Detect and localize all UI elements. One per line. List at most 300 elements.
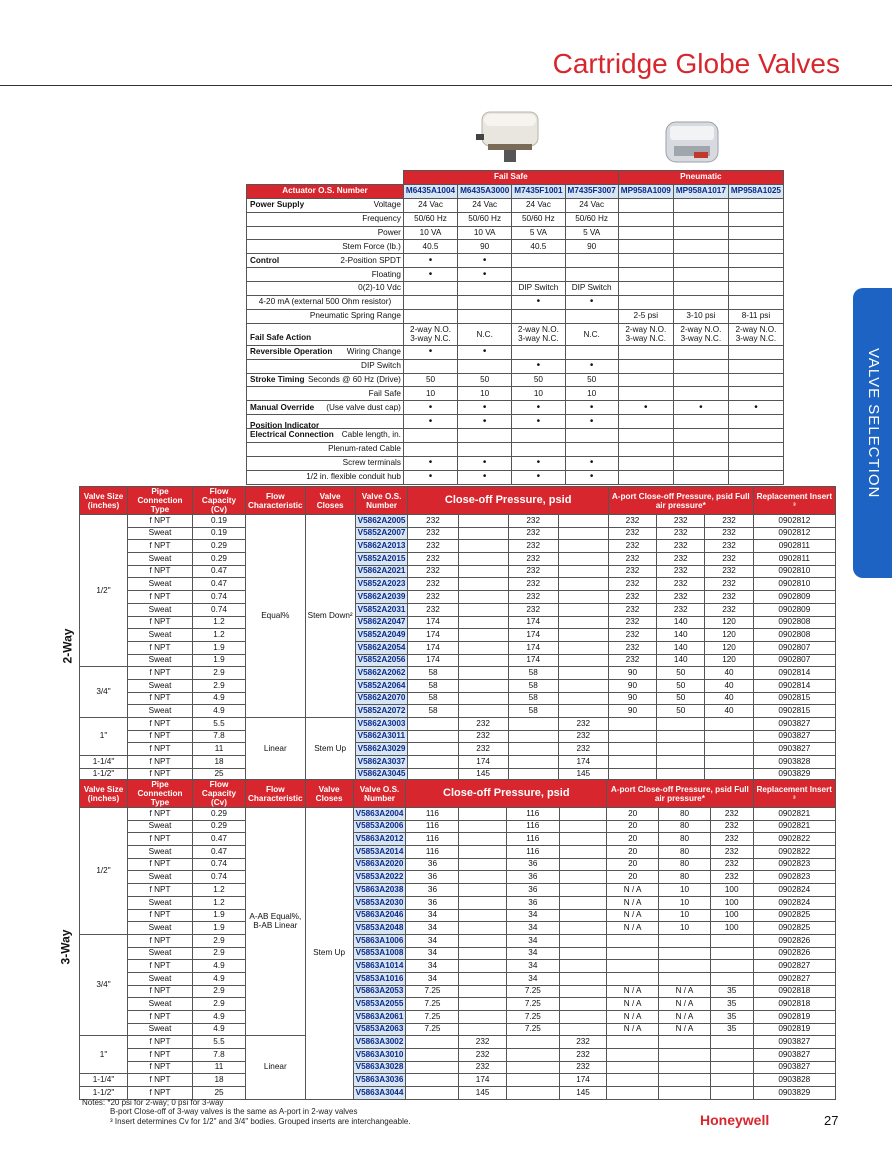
spec-cell: 50 [458, 373, 512, 387]
pipe-type: f NPT [128, 641, 193, 654]
spec-group: Control [250, 255, 280, 265]
closeoff-value: 145 [558, 768, 608, 781]
spec-group: Reversible Operation [250, 347, 333, 357]
pipe-type: f NPT [128, 591, 193, 604]
replacement-insert: 0903828 [753, 1074, 836, 1087]
spec-cell: 24 Vac [565, 198, 618, 212]
pipe-type: Sweat [128, 896, 193, 909]
aport-value [710, 1074, 753, 1087]
valve-os-number: V5863A2046 [353, 909, 406, 922]
flow-capacity: 5.5 [193, 718, 246, 731]
title-rule [0, 85, 892, 86]
aport-value: 80 [659, 808, 711, 821]
pipe-type: f NPT [128, 1087, 193, 1100]
flow-capacity: 0.29 [193, 820, 246, 833]
flow-capacity: 4.9 [193, 1023, 246, 1036]
spec-item: Pneumatic Spring Range [309, 311, 401, 321]
closeoff-value: 232 [558, 743, 608, 756]
replacement-insert: 0902811 [753, 540, 835, 553]
aport-value: 20 [607, 833, 659, 846]
spec-cell [728, 240, 783, 254]
closeoff-value: 58 [508, 667, 558, 680]
aport-value: 10 [659, 922, 711, 935]
spec-item: Voltage [373, 200, 401, 210]
spec-cell [458, 443, 512, 457]
aport-value [710, 1061, 753, 1074]
valve-os-number: V5863A3044 [353, 1087, 406, 1100]
pipe-type: Sweat [128, 629, 193, 642]
closeoff-value [558, 667, 608, 680]
flow-capacity: 1.2 [193, 629, 246, 642]
replacement-insert: 0902822 [753, 846, 836, 859]
valve-size: 1/2" [80, 515, 128, 667]
spec-item: Wiring Change [346, 347, 401, 357]
closeoff-value: 232 [408, 591, 458, 604]
spec-item: Stem Force (lb.) [342, 241, 401, 251]
spec-cell: 50/60 Hz [458, 212, 512, 226]
spec-cell [728, 282, 783, 296]
spec-cell [458, 309, 512, 323]
closeoff-value [458, 667, 508, 680]
closeoff-value [459, 858, 506, 871]
aport-value [659, 947, 711, 960]
aport-value: 20 [607, 808, 659, 821]
aport-value [710, 947, 753, 960]
valve-os-number: V5863A3002 [353, 1036, 406, 1049]
aport-value [710, 972, 753, 985]
aport-value [657, 743, 705, 756]
closeoff-value [558, 591, 608, 604]
closeoff-value [406, 1036, 459, 1049]
spec-cell [728, 268, 783, 282]
aport-value [607, 1049, 659, 1062]
valve-size: 1" [80, 1036, 128, 1074]
closeoff-value [559, 833, 606, 846]
pipe-type: f NPT [128, 616, 193, 629]
valve-os-number: V5862A3003 [355, 718, 408, 731]
spec-row-label [247, 415, 404, 429]
closeoff-value: 232 [508, 565, 558, 578]
closeoff-value [459, 896, 506, 909]
spec-row-label [247, 282, 404, 296]
aport-value: 140 [657, 654, 705, 667]
pipe-type: f NPT [128, 808, 193, 821]
spec-cell [512, 443, 565, 457]
closeoff-value: 174 [558, 756, 608, 769]
two-way-valve-table [79, 486, 836, 781]
closeoff-value: 36 [506, 884, 559, 897]
aport-value: 232 [608, 540, 656, 553]
closeoff-value [508, 743, 558, 756]
valve-os-number: V5863A2004 [353, 808, 406, 821]
spec-cell: N.C. [458, 323, 512, 345]
closeoff-value [459, 985, 506, 998]
closeoff-value [458, 578, 508, 591]
spec-cell [512, 345, 565, 359]
replacement-insert: 0903827 [753, 1049, 836, 1062]
spec-cell: 5 VA [565, 226, 618, 240]
closeoff-value [508, 718, 558, 731]
spec-cell [618, 359, 673, 373]
pipe-type: Sweat [128, 679, 193, 692]
closeoff-value: 116 [506, 808, 559, 821]
spec-cell: • [565, 456, 618, 470]
actuator-number: M6435A3000 [458, 184, 512, 198]
spec-cell: • [512, 401, 565, 415]
aport-value: 90 [608, 705, 656, 718]
pipe-type: f NPT [128, 756, 193, 769]
spec-item: (Use valve dust cap) [326, 402, 401, 412]
pipe-type: f NPT [128, 515, 193, 528]
valve-os-number: V5863A3010 [353, 1049, 406, 1062]
pipe-type: f NPT [128, 858, 193, 871]
aport-value: 232 [710, 871, 753, 884]
aport-value: 50 [657, 679, 705, 692]
spec-cell: 5 VA [512, 226, 565, 240]
three-way-label: 3-Way [58, 929, 73, 965]
valve-os-number: V5852A2056 [355, 654, 408, 667]
closeoff-value: 34 [406, 960, 459, 973]
replacement-insert: 0902808 [753, 616, 835, 629]
flow-capacity: 2.9 [193, 985, 246, 998]
aport-value [659, 934, 711, 947]
replacement-insert: 0902819 [753, 1011, 836, 1024]
valve-size: 3/4" [80, 934, 128, 1036]
aport-value [607, 972, 659, 985]
pipe-type: f NPT [128, 565, 193, 578]
flow-capacity: 2.9 [193, 934, 246, 947]
aport-value: 232 [657, 527, 705, 540]
closeoff-value: 36 [406, 858, 459, 871]
spec-row-label [247, 345, 404, 359]
closeoff-value [408, 730, 458, 743]
closeoff-value: 34 [406, 909, 459, 922]
spec-item: 2-Position SPDT [340, 255, 401, 265]
column-header: Flow Capacity (Cv) [193, 780, 246, 808]
spec-cell [673, 240, 728, 254]
closeoff-value [459, 1023, 506, 1036]
replacement-insert: 0902807 [753, 654, 835, 667]
closeoff-value [458, 565, 508, 578]
aport-value: 40 [705, 667, 753, 680]
valve-os-number: V5852A2031 [355, 603, 408, 616]
aport-value [710, 1087, 753, 1100]
flow-capacity: 2.9 [193, 667, 246, 680]
closeoff-value [559, 947, 606, 960]
valve-os-number: V5852A2015 [355, 553, 408, 566]
spec-cell [618, 296, 673, 310]
aport-value [607, 1074, 659, 1087]
flow-capacity: 7.8 [193, 1049, 246, 1062]
closeoff-value: 145 [459, 1087, 506, 1100]
spec-cell: 10 [403, 387, 457, 401]
spec-cell: • [403, 254, 457, 268]
closeoff-value: 145 [559, 1087, 606, 1100]
replacement-insert: 0902823 [753, 858, 836, 871]
aport-value: 232 [608, 616, 656, 629]
spec-item: Power [377, 227, 401, 237]
closeoff-value: 174 [408, 654, 458, 667]
spec-group: Stroke Timing [250, 374, 305, 384]
flow-capacity: 0.29 [193, 540, 246, 553]
pipe-type: f NPT [128, 718, 193, 731]
aport-value: 120 [705, 654, 753, 667]
spec-row-label [247, 254, 404, 268]
valve-os-number: V5852A2023 [355, 578, 408, 591]
flow-capacity: 0.19 [193, 515, 246, 528]
closeoff-value [406, 1087, 459, 1100]
spec-cell: 2-way N.O. 3-way N.C. [618, 323, 673, 345]
spec-cell: • [565, 401, 618, 415]
replacement-header: Replacement Insert ³ [753, 487, 835, 515]
closeoff-value: 58 [408, 705, 458, 718]
spec-cell: 24 Vac [458, 198, 512, 212]
aport-value [607, 1036, 659, 1049]
closeoff-value: 232 [508, 603, 558, 616]
spec-cell [565, 429, 618, 443]
spec-cell: 90 [565, 240, 618, 254]
flow-capacity: 0.47 [193, 565, 246, 578]
closeoff-value: 7.25 [406, 1023, 459, 1036]
spec-row-label [247, 373, 404, 387]
flow-capacity: 11 [193, 1061, 246, 1074]
spec-item: 1/2 in. flexible conduit hub [306, 472, 401, 482]
spec-group: Manual Override [250, 402, 315, 412]
spec-group: Electrical Connection [250, 430, 334, 440]
spec-cell [403, 309, 457, 323]
spec-cell: 2-way N.O. 3-way N.C. [403, 323, 457, 345]
spec-cell [618, 198, 673, 212]
aport-value [607, 1087, 659, 1100]
spec-cell: N.C. [565, 323, 618, 345]
replacement-insert: 0902821 [753, 820, 836, 833]
column-header: Valve O.S. Number [355, 487, 408, 515]
valve-os-number: V5862A2005 [355, 515, 408, 528]
spec-row-label [247, 309, 404, 323]
replacement-insert: 0903827 [753, 718, 835, 731]
aport-value [710, 960, 753, 973]
closeoff-value [408, 718, 458, 731]
closeoff-value [408, 756, 458, 769]
closeoff-value [559, 998, 606, 1011]
aport-value: 232 [705, 591, 753, 604]
spec-cell [673, 254, 728, 268]
spec-item: Fail Safe [368, 388, 401, 398]
closeoff-value [558, 641, 608, 654]
aport-value: 35 [710, 1023, 753, 1036]
column-header: Valve Size (inches) [80, 487, 128, 515]
valve-os-number: V5862A3045 [355, 768, 408, 781]
valve-os-number: V5863A3036 [353, 1074, 406, 1087]
closeoff-value: 36 [506, 871, 559, 884]
closeoff-value [459, 998, 506, 1011]
valve-os-number: V5853A2014 [353, 846, 406, 859]
aport-value [659, 1087, 711, 1100]
replacement-insert: 0902809 [753, 591, 835, 604]
aport-value: 40 [705, 679, 753, 692]
closeoff-value [458, 629, 508, 642]
valve-os-number: V5852A2007 [355, 527, 408, 540]
spec-cell: 2-way N.O. 3-way N.C. [673, 323, 728, 345]
closeoff-value: 58 [508, 705, 558, 718]
closeoff-value: 116 [506, 846, 559, 859]
aport-value [710, 1036, 753, 1049]
closeoff-value: 232 [558, 730, 608, 743]
aport-value [657, 718, 705, 731]
aport-value: 20 [607, 820, 659, 833]
aport-value: 100 [710, 909, 753, 922]
closeoff-value [459, 922, 506, 935]
spec-cell [458, 296, 512, 310]
closeoff-value [459, 871, 506, 884]
aport-value: 232 [710, 808, 753, 821]
closeoff-value: 232 [459, 1049, 506, 1062]
three-way-valve-table [79, 779, 836, 1100]
replacement-insert: 0903828 [753, 756, 835, 769]
aport-value: 232 [705, 515, 753, 528]
column-header: Pipe Connection Type [128, 780, 193, 808]
spec-cell: 8-11 psi [728, 309, 783, 323]
closeoff-value [459, 960, 506, 973]
valve-os-number: V5853A2055 [353, 998, 406, 1011]
spec-cell [728, 198, 783, 212]
spec-cell: 40.5 [403, 240, 457, 254]
spec-cell [512, 268, 565, 282]
flow-capacity: 0.47 [193, 578, 246, 591]
closeoff-value: 232 [408, 565, 458, 578]
valve-size: 1" [80, 718, 128, 756]
column-header: Valve Closes [305, 487, 355, 515]
valve-closes: Stem Up [305, 718, 355, 781]
pipe-type: f NPT [128, 768, 193, 781]
closeoff-value [559, 846, 606, 859]
aport-value: 90 [608, 667, 656, 680]
spec-cell: • [403, 415, 457, 429]
replacement-insert: 0902815 [753, 692, 835, 705]
replacement-insert: 0902824 [753, 896, 836, 909]
valve-os-number: V5863A2053 [353, 985, 406, 998]
closeoff-value [559, 896, 606, 909]
spec-cell [673, 345, 728, 359]
closeoff-value: 7.25 [406, 1011, 459, 1024]
valve-os-number: V5862A2062 [355, 667, 408, 680]
valve-os-number: V5863A2061 [353, 1011, 406, 1024]
flow-capacity: 0.74 [193, 603, 246, 616]
aport-value: 232 [705, 540, 753, 553]
spec-cell [728, 429, 783, 443]
aport-value [657, 730, 705, 743]
closeoff-value: 116 [406, 846, 459, 859]
aport-value: 232 [608, 527, 656, 540]
replacement-insert: 0902818 [753, 985, 836, 998]
replacement-insert: 0902814 [753, 667, 835, 680]
closeoff-value: 36 [406, 896, 459, 909]
spec-cell [728, 373, 783, 387]
two-way-label: 2-Way [60, 628, 75, 664]
aport-value: 80 [659, 858, 711, 871]
replacement-insert: 0903827 [753, 730, 835, 743]
valve-selection-tab[interactable] [853, 288, 892, 578]
spec-cell [618, 345, 673, 359]
aport-value: 232 [705, 578, 753, 591]
spec-cell: 50/60 Hz [565, 212, 618, 226]
spec-cell [673, 429, 728, 443]
notes [82, 1098, 411, 1126]
valve-os-number: V5862A2070 [355, 692, 408, 705]
spec-cell [673, 470, 728, 484]
valve-os-number: V5862A2013 [355, 540, 408, 553]
closeoff-value: 232 [508, 591, 558, 604]
closeoff-value: 36 [406, 884, 459, 897]
replacement-insert: 0903827 [753, 743, 835, 756]
replacement-insert: 0903829 [753, 768, 835, 781]
closeoff-value [559, 972, 606, 985]
replacement-insert: 0903827 [753, 1036, 836, 1049]
spec-cell: • [512, 359, 565, 373]
replacement-insert: 0902807 [753, 641, 835, 654]
replacement-insert: 0902822 [753, 833, 836, 846]
flow-capacity: 1.9 [193, 641, 246, 654]
pneumatic-header: Pneumatic [618, 171, 783, 185]
flow-capacity: 0.74 [193, 591, 246, 604]
actuator-number: M7435F3007 [565, 184, 618, 198]
spec-cell: 50/60 Hz [403, 212, 457, 226]
closeoff-value [558, 603, 608, 616]
closeoff-value: 174 [458, 756, 508, 769]
aport-value: 232 [705, 603, 753, 616]
closeoff-value: 34 [506, 922, 559, 935]
spec-cell: • [512, 456, 565, 470]
spec-cell: • [458, 470, 512, 484]
closeoff-value [559, 922, 606, 935]
valve-os-number: V5853A2006 [353, 820, 406, 833]
replacement-insert: 0902809 [753, 603, 835, 616]
closeoff-header: Close-off Pressure, psid [408, 487, 608, 515]
aport-value: 232 [608, 641, 656, 654]
pipe-type: f NPT [128, 1049, 193, 1062]
actuator-number-label: Actuator O.S. Number [247, 184, 404, 198]
flow-capacity: 11 [193, 743, 246, 756]
closeoff-value [558, 616, 608, 629]
aport-value [705, 743, 753, 756]
actuator-number: MP958A1017 [673, 184, 728, 198]
closeoff-value [506, 1036, 559, 1049]
spec-cell [673, 198, 728, 212]
spec-cell: • [512, 415, 565, 429]
pipe-type: Sweat [128, 705, 193, 718]
spec-cell [673, 443, 728, 457]
aport-value: 232 [705, 527, 753, 540]
spec-item: Floating [371, 269, 401, 279]
closeoff-value: 36 [506, 896, 559, 909]
pipe-type: f NPT [128, 743, 193, 756]
spec-cell: • [728, 401, 783, 415]
closeoff-value: 34 [506, 947, 559, 960]
spec-cell [728, 296, 783, 310]
honeywell-logo: Honeywell [700, 1112, 770, 1128]
spec-cell: • [512, 470, 565, 484]
spec-cell: 50 [512, 373, 565, 387]
aport-value [607, 934, 659, 947]
spec-row-label [247, 226, 404, 240]
spec-cell [618, 429, 673, 443]
spec-cell [728, 212, 783, 226]
aport-value: 35 [710, 985, 753, 998]
aport-value: N / A [607, 896, 659, 909]
spec-cell [673, 212, 728, 226]
closeoff-value [458, 641, 508, 654]
closeoff-value: 7.25 [406, 998, 459, 1011]
